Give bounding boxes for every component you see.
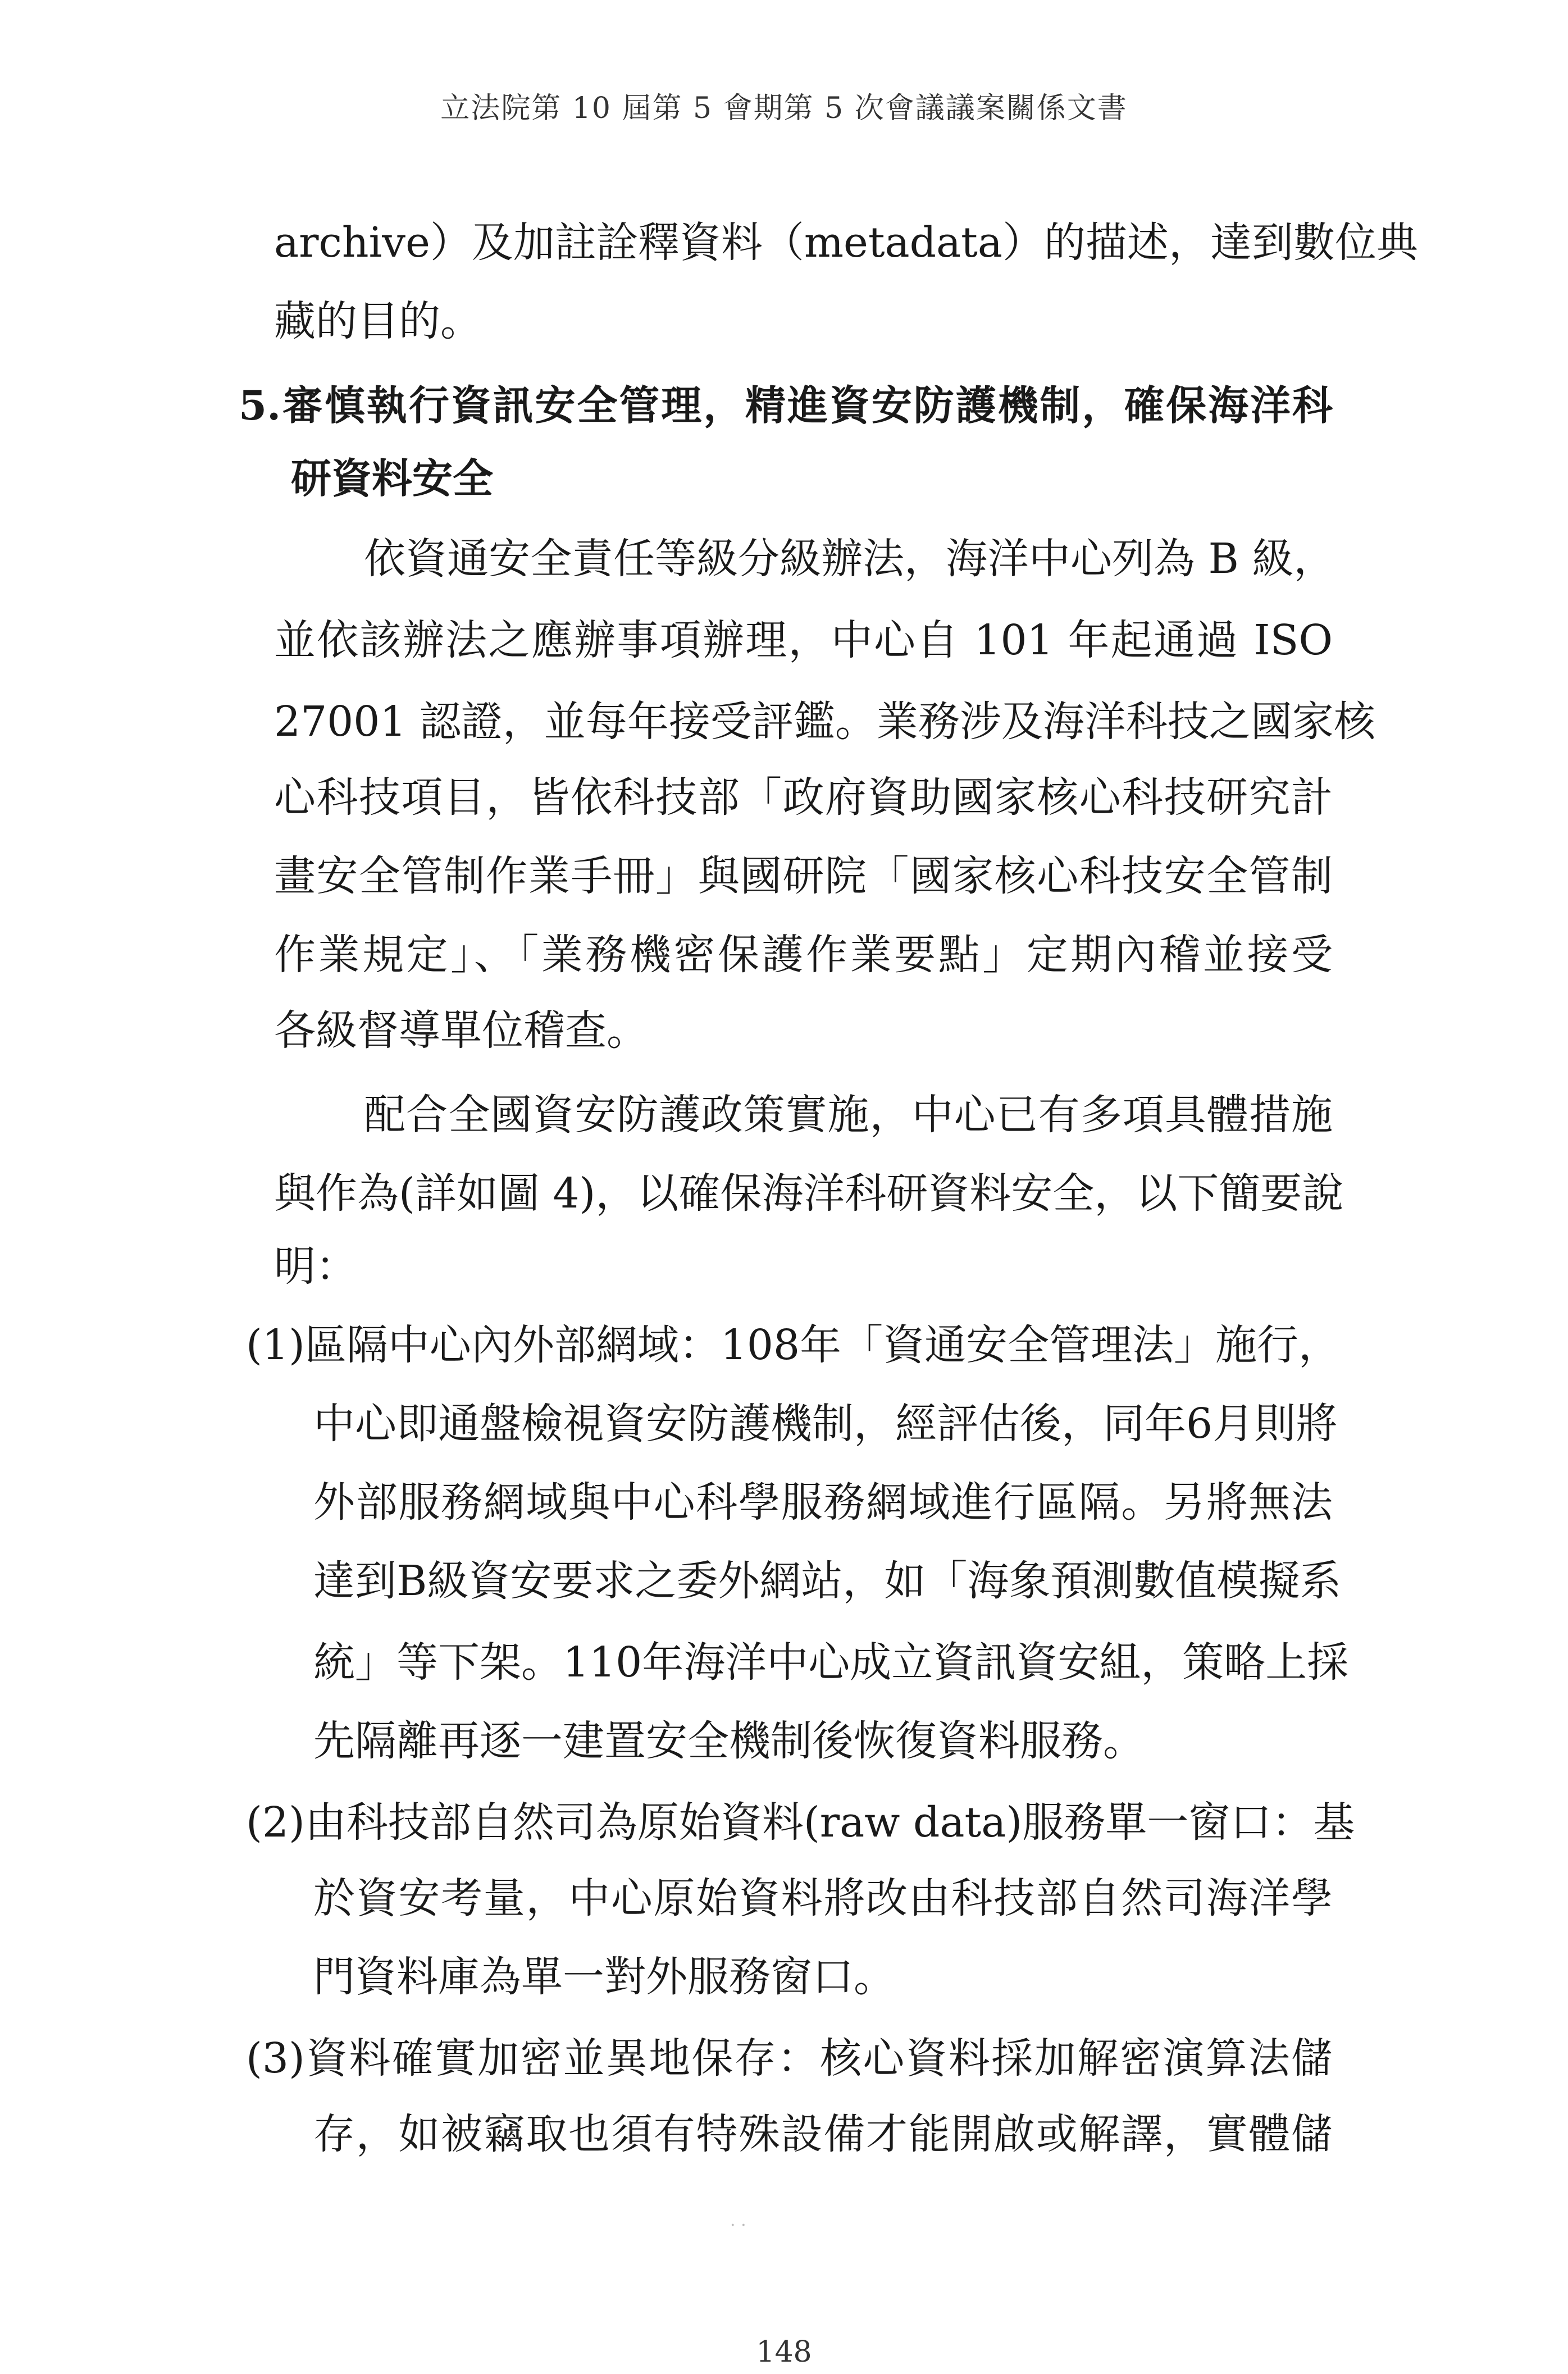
text-line: 明： — [274, 1242, 357, 1291]
text-line: 於資安考量，中心原始資料將改由科技部自然司海洋學 — [313, 1874, 1333, 1922]
text-line: 依資通安全責任等級分級辦法，海洋中心列為 B 級， — [364, 535, 1335, 583]
text-line: 各級督導單位稽查。 — [274, 1006, 648, 1055]
text-line: 先隔離再逐一建置安全機制後恢復資料服務。 — [313, 1717, 1145, 1765]
text-line: 門資料庫為單一對外服務窗口。 — [313, 1953, 895, 2001]
text-line: 統」等下架。110年海洋中心成立資訊資安組，策略上採 — [313, 1638, 1349, 1687]
text-line: 與作為(詳如圖 4)，以確保海洋科研資料安全，以下簡要說 — [274, 1169, 1344, 1218]
list-item: (1)區隔中心內外部網域：108年「資通安全管理法」施行， — [246, 1321, 1341, 1369]
text-line: 心科技項目，皆依科技部「政府資助國家核心科技研究計 — [274, 773, 1333, 822]
text-line: 配合全國資安防護政策實施，中心已有多項具體措施 — [364, 1091, 1333, 1139]
text-line: 27001 認證，並每年接受評鑑。業務涉及海洋科技之國家核 — [274, 698, 1375, 746]
scan-artifact: · · — [730, 2216, 746, 2235]
section-heading: 5.審慎執行資訊安全管理，精進資安防護機制，確保海洋科 — [239, 381, 1333, 429]
section-heading: 研資料安全 — [291, 454, 494, 502]
text-line: 並依該辦法之應辦事項辦理，中心自 101 年起通過 ISO — [274, 616, 1333, 664]
text-line: 外部服務網域與中心科學服務網域進行區隔。另將無法 — [313, 1478, 1333, 1527]
text-line: 存，如被竊取也須有特殊設備才能開啟或解譯，實體儲 — [313, 2110, 1333, 2158]
text-line: 畫安全管制作業手冊」與國研院「國家核心科技安全管制 — [274, 852, 1333, 900]
text-line: 藏的目的。 — [274, 297, 482, 345]
text-line: 中心即通盤檢視資安防護機制，經評估後，同年6月則將 — [313, 1400, 1338, 1448]
list-item: (2)由科技部自然司為原始資料(raw data)服務單一窗口：基 — [246, 1798, 1355, 1847]
page-number: 148 — [756, 2335, 812, 2369]
text-line: archive）及加註詮釋資料（metadata）的描述，達到數位典 — [274, 218, 1419, 267]
document-header: 立法院第 10 屆第 5 會期第 5 次會議議案關係文書 — [440, 92, 1128, 125]
text-line: 達到B級資安要求之委外網站，如「海象預測數值模擬系 — [313, 1557, 1342, 1605]
list-item: (3)資料確實加密並異地保存：核心資料採加解密演算法儲 — [246, 2034, 1333, 2083]
text-line: 作業規定」、「業務機密保護作業要點」定期內稽並接受 — [274, 931, 1333, 979]
